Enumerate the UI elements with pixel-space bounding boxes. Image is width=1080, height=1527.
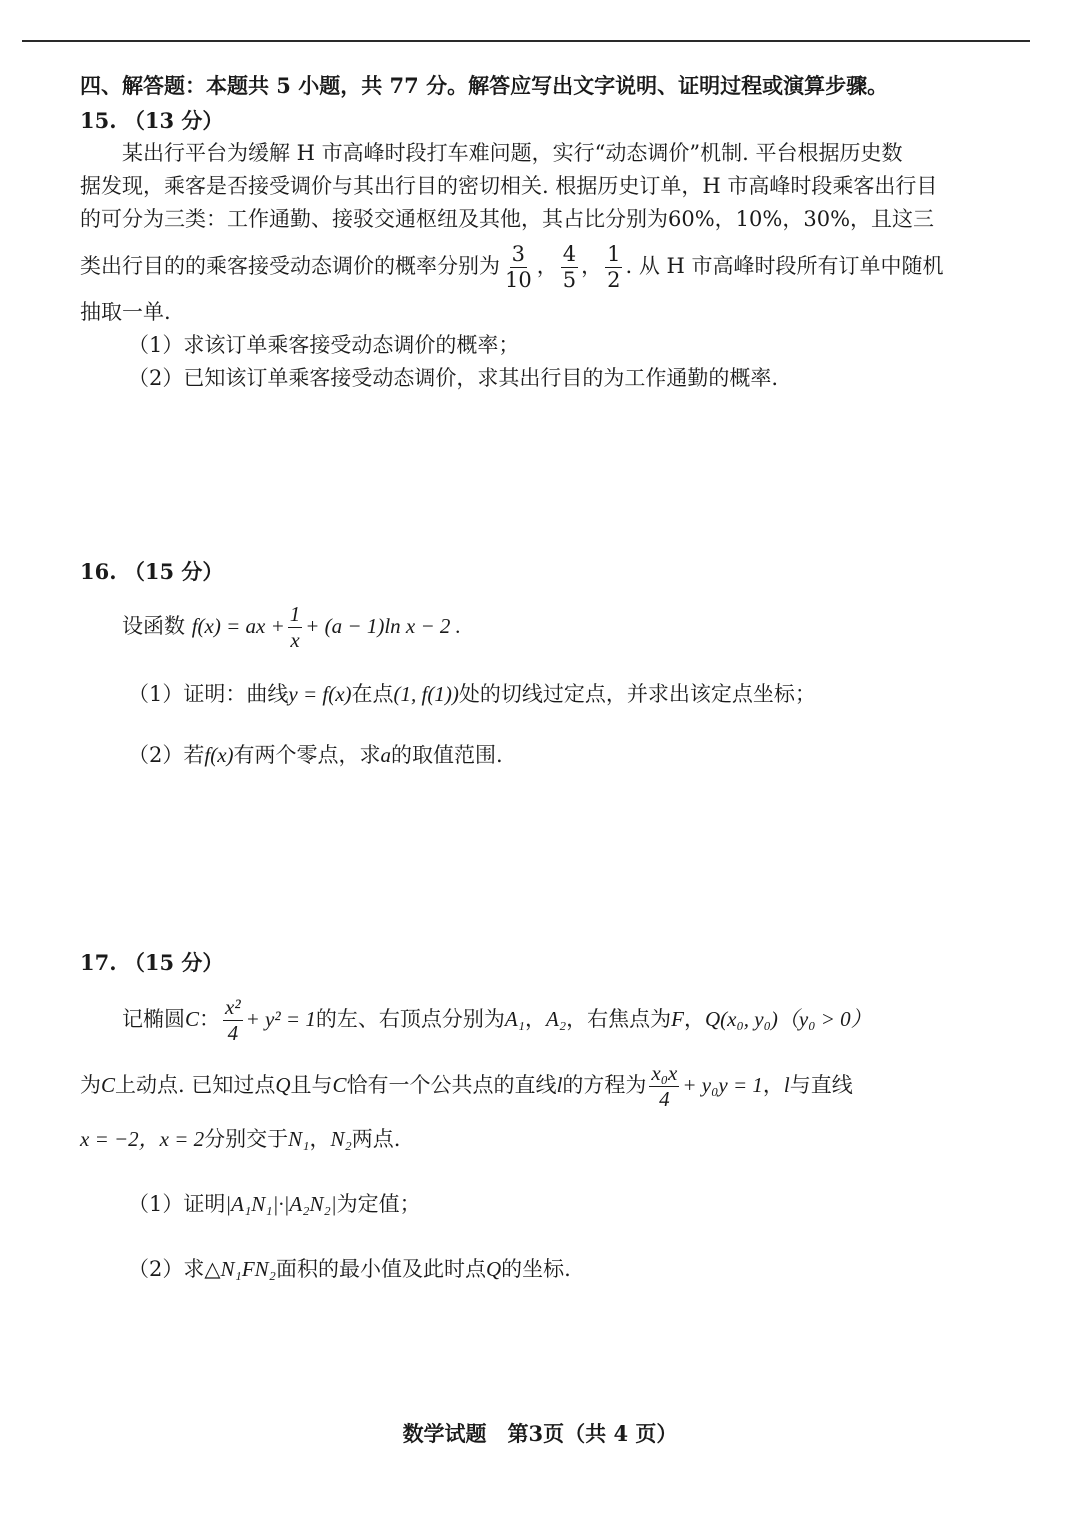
frac-num: 3 xyxy=(511,242,526,266)
q17-part2 xyxy=(80,1253,980,1286)
q15-points: （13 分） xyxy=(123,108,224,133)
frac-den: 5 xyxy=(562,268,577,292)
q17-curve: C xyxy=(332,1073,347,1097)
question-15 xyxy=(80,104,980,395)
q17-part1-pre: （1）证明 xyxy=(128,1192,226,1216)
q17-part2-post: 的坐标. xyxy=(501,1257,571,1281)
frac-num: x₀x xyxy=(651,1061,678,1085)
q15-line5: 抽取一单. xyxy=(80,300,171,324)
q17-q: Q xyxy=(275,1073,291,1097)
q17-heading xyxy=(80,946,980,979)
q17-part1-post: 为定值； xyxy=(336,1192,421,1216)
q16-part2-math: f(x) xyxy=(204,743,234,767)
q17-part2-math: N₁FN₂ xyxy=(220,1257,276,1281)
frac-den: 4 xyxy=(659,1087,670,1111)
q17-part1 xyxy=(80,1188,980,1221)
frac-num: 1 xyxy=(607,242,621,266)
q17-line3-math: x = −2，x = 2 xyxy=(80,1127,205,1151)
q17-line2-pre: 为 xyxy=(80,1073,101,1097)
q17-line1: 记椭圆C： $\frac{\text{x²}}{4}$ + y² = 1的左、右顶点分别为A₁，A₂，右焦点为F，Q(x₀, y₀)（y₀ > 0） xyxy=(122,995,872,1045)
q17-curve: C xyxy=(185,1007,200,1031)
q17-points: （15 分） xyxy=(123,950,224,975)
q16-points: （15 分） xyxy=(123,559,224,584)
fraction-1-2 xyxy=(605,244,622,291)
q15-part1: （1）求该订单乘客接受动态调价的概率； xyxy=(128,333,520,357)
question-16 xyxy=(80,555,980,772)
q15-number: 15. xyxy=(80,108,117,133)
frac-den: 10 xyxy=(505,268,532,292)
page-footer: 数学试题 第3页（共 4 页） xyxy=(402,1421,678,1446)
q17-line-l: l xyxy=(556,1073,563,1097)
q17-part2-mid: 面积的最小值及此时点 xyxy=(275,1257,486,1281)
fraction-x2-over-4 xyxy=(223,997,243,1044)
q16-fx: f(x) = ax + xyxy=(191,614,285,638)
q16-fx-rest: + (a − 1)ln x − 2 . xyxy=(305,614,461,638)
q16-part1 xyxy=(80,678,980,711)
frac-num: 1 xyxy=(289,602,301,626)
q16-number: 16. xyxy=(80,559,117,584)
q17-focus: F xyxy=(671,1007,684,1031)
top-rule xyxy=(22,40,1030,42)
q17-intro: 记椭圆 xyxy=(122,1007,185,1031)
q17-n2: N₂ xyxy=(330,1127,352,1151)
q17-l-rest: + y₀y = 1 xyxy=(682,1073,763,1097)
q16-part1-pre: （1）证明：曲线 xyxy=(128,682,289,706)
q17-line2-d: 的方程为 xyxy=(562,1073,647,1097)
q17-n1: N₁ xyxy=(288,1127,310,1151)
question-17 xyxy=(80,946,980,1286)
fraction-4-5 xyxy=(561,244,578,291)
q17-line2-a: 上动点. 已知过点 xyxy=(115,1073,276,1097)
q16-part2-var: a xyxy=(380,743,392,767)
q17-part2-pre: （2）求△ xyxy=(128,1257,221,1281)
frac-den: 2 xyxy=(607,268,621,292)
q17-line1-mid: 的左、右顶点分别为 xyxy=(315,1007,505,1031)
q17-part2-q: Q xyxy=(485,1257,502,1281)
q16-part2 xyxy=(80,739,980,772)
q17-part1-math: |A₁N₁|·|A₂N₂| xyxy=(225,1192,337,1216)
q17-line2-c: 恰有一个公共点的直线 xyxy=(346,1073,557,1097)
q16-part1-post: 处的切线过定点，并求出该定点坐标； xyxy=(458,682,816,706)
q16-heading xyxy=(80,555,980,588)
q15-line4-text: 类出行目的的乘客接受动态调价的概率分别为 xyxy=(80,254,500,278)
q17-line2-e: ， xyxy=(762,1073,784,1097)
q16-part2-post: 的取值范围. xyxy=(391,743,503,767)
q15-line3: 的可分为三类：工作通勤、接驳交通枢纽及其他，其占比分别为60%，10%，30%，且这三 xyxy=(80,207,935,231)
q15-line4: 类出行目的的乘客接受动态调价的概率分别为 $\frac{3}{10}$ ， $\frac{4}{5}$ ， $\frac{1}{2}$ . 从 H 市高峰时段所有订单中随机 xyxy=(80,242,944,292)
q16-part1-math2: (1, f(1)) xyxy=(393,682,459,706)
q15-line4-end: . 从 H 市高峰时段所有订单中随机 xyxy=(625,254,944,278)
q16-intro: 设函数 xyxy=(122,614,185,638)
q16-part1-mid: 在点 xyxy=(351,682,394,706)
fraction-3-10 xyxy=(503,244,534,291)
q17-a2: A₂ xyxy=(546,1007,567,1031)
frac-den: 4 xyxy=(227,1021,239,1045)
q17-curve: C xyxy=(101,1073,116,1097)
frac-num: x² xyxy=(225,995,241,1019)
q17-line2 xyxy=(80,1053,980,1117)
q17-eq-rest: + y² = 1 xyxy=(245,1007,316,1031)
q17-a1: A₁ xyxy=(504,1007,525,1031)
q16-function xyxy=(80,594,980,658)
q17-line2-f: 与直线 xyxy=(789,1073,853,1097)
q17-line2-b: 且与 xyxy=(290,1073,333,1097)
section-header: 四、解答题：本题共 5 小题，共 77 分。解答应写出文字说明、证明过程或演算步骤。 xyxy=(80,73,889,98)
q15-heading xyxy=(80,104,980,137)
q17-line-l: l xyxy=(783,1073,790,1097)
fraction-x0x-over-4 xyxy=(649,1063,679,1110)
q17-number: 17. xyxy=(80,950,117,975)
q16-part1-math1: y = f(x) xyxy=(288,682,352,706)
fraction-1-over-x xyxy=(288,604,303,651)
q17-line1-focus: ，右焦点为 xyxy=(566,1007,672,1031)
q17-line3-mid: 分别交于 xyxy=(204,1127,289,1151)
q16-part2-pre: （2）若 xyxy=(128,743,205,767)
q17-line3-post: 两点. xyxy=(351,1127,401,1151)
q17-cond: （y₀ > 0） xyxy=(777,1007,872,1031)
q15-part2: （2）已知该订单乘客接受动态调价，求其出行目的为工作通勤的概率. xyxy=(128,366,779,390)
q17-line3: x = −2，x = 2分别交于N₁，N₂两点. xyxy=(80,1127,401,1151)
frac-den: x xyxy=(290,628,300,652)
q16-part2-mid: 有两个零点，求 xyxy=(233,743,381,767)
frac-num: 4 xyxy=(562,242,577,266)
q15-line1: 某出行平台为缓解 H 市高峰时段打车难问题，实行“动态调价”机制. 平台根据历史数 xyxy=(122,141,903,165)
q17-q-point: Q(x₀, y₀) xyxy=(704,1007,778,1031)
q15-line2: 据发现，乘客是否接受调价与其出行目的密切相关. 根据历史订单，H 市高峰时段乘客出行目 xyxy=(80,174,938,198)
